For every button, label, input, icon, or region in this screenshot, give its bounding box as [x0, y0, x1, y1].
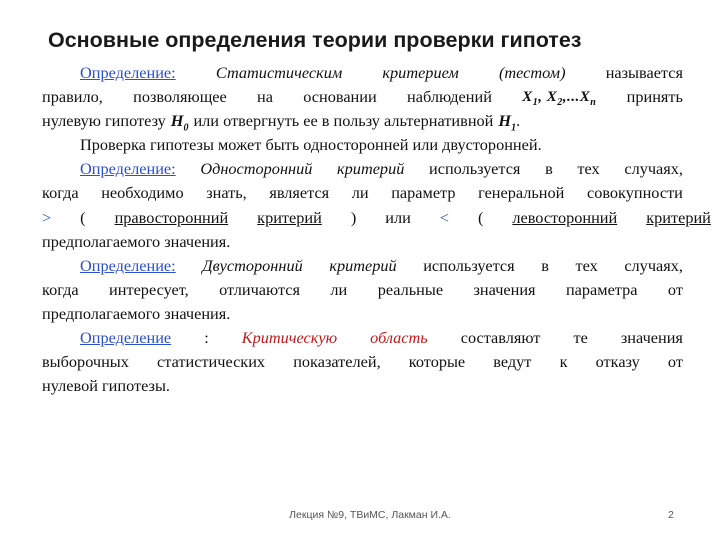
p3-text-word: когда [42, 183, 79, 203]
p1-line-2 [42, 85, 683, 109]
alternative-hypothesis-symbol: $H_1$ [498, 111, 517, 134]
p4-text-word: значения [473, 279, 536, 299]
p2-text: Проверка гипотезы может быть односторонней или двусторонней. [80, 135, 542, 155]
less-than-sign: < [439, 207, 449, 227]
slide-title: Основные определения теории проверки гипотез [48, 28, 582, 52]
p5-text: нулевой гипотезы. [42, 376, 170, 396]
p3-term-word: Односторонний [200, 159, 313, 179]
right-sided-criterion-word: критерий [257, 207, 322, 227]
p5-definition-label: Определение [80, 328, 172, 348]
p5-text-word: составляют [460, 328, 541, 348]
p3-text-word: генеральной [478, 183, 565, 203]
p5-text-word: к [559, 352, 568, 372]
p1-text-word: позволяющее [133, 87, 227, 107]
p3-line-4 [42, 230, 683, 254]
p5-text-word: показателей, [293, 352, 381, 372]
p5-term-word: Критическую [241, 328, 338, 348]
right-sided-criterion-word: правосторонний [114, 207, 229, 227]
p3-text-word: случаях, [624, 159, 683, 179]
p1-text-word: наблюдений [407, 87, 492, 107]
or-text: или [385, 207, 411, 227]
p4-definition-label: Определение: [80, 255, 176, 275]
p4-line-3 [42, 302, 683, 326]
slide-body [42, 61, 711, 398]
p5-text-word: от [667, 352, 683, 372]
p4-text-word: отличаются [219, 279, 300, 299]
p4-text-word: параметра [565, 279, 638, 299]
p3-line-2 [42, 181, 683, 205]
p4-term-word: критерий [329, 255, 397, 275]
p3-text-word: в [545, 159, 553, 179]
paren-open: ( [477, 207, 484, 227]
p1-text: нулевую гипотезу [42, 111, 166, 131]
p1-line-1 [42, 61, 683, 85]
p4-text-word: реальные [377, 279, 444, 299]
p1-text: принять [626, 87, 683, 107]
p4-text-word: интересует, [109, 279, 189, 299]
left-sided-criterion-word: критерий [646, 207, 711, 227]
p4-text-word: используется [423, 255, 515, 275]
p3-text-word: используется [429, 159, 521, 179]
p5-text-word: значения [620, 328, 683, 348]
p4-text: предполагаемого значения. [42, 303, 231, 323]
p1-text-word: правило, [42, 87, 103, 107]
p5-text-word: ведут [493, 352, 532, 372]
null-hypothesis-symbol: $H_0$ [170, 111, 189, 134]
p1-text: или отвергнуть ее в пользу альтернативной [193, 111, 494, 131]
paren-open: ( [80, 207, 86, 227]
footer-lecture-info: Лекция №9, ТВиМС, Лакман И.А. [289, 509, 451, 521]
p5-colon: : [204, 328, 209, 348]
p3-text-word: знать, [206, 183, 247, 203]
p1-term-word: Статистическим [215, 63, 343, 82]
p1-term-word: (тестом) [498, 63, 566, 82]
p5-text-word: статистических [157, 352, 266, 372]
p2-line-1 [42, 133, 683, 157]
p4-line-2 [42, 278, 683, 302]
p1-text-word: на [256, 87, 273, 107]
p5-term-word: область [370, 328, 428, 348]
p4-term-word: Двусторонний [202, 255, 303, 275]
p3-text-word: параметр [391, 183, 456, 203]
p1-definition-label: Определение: [80, 63, 176, 82]
page-number: 2 [668, 509, 674, 521]
p1-text-word: основании [303, 87, 377, 107]
p4-text-word: в [541, 255, 549, 275]
p3-definition-label: Определение: [80, 159, 176, 179]
p3-text-word: ли [351, 183, 369, 203]
p4-text-word: случаях, [624, 255, 683, 275]
p5-text-word: отказу [595, 352, 640, 372]
p3-line-1 [42, 157, 683, 181]
p3-text-word: совокупности [586, 183, 683, 203]
p5-line-1 [42, 326, 683, 350]
p4-text-word: от [667, 279, 683, 299]
p1-observations-formula: $X_1$, $X_2,...X_n$ [522, 89, 597, 109]
p3-text-word: тех [577, 159, 600, 179]
p3-text-word: является [269, 183, 330, 203]
p1-period: . [516, 111, 521, 131]
p5-line-3 [42, 374, 683, 398]
greater-than-sign: > [42, 207, 52, 227]
p3-text: предполагаемого значения. [42, 231, 231, 251]
p3-line-3 [42, 206, 711, 230]
p4-text-word: ли [330, 279, 348, 299]
left-sided-criterion-word: левосторонний [512, 207, 618, 227]
p4-text-word: когда [42, 279, 79, 299]
p1-line-3 [42, 109, 683, 133]
p1-text: называется [605, 63, 683, 82]
paren-close: ) [350, 207, 357, 227]
p3-text-word: необходимо [101, 183, 184, 203]
p3-term-word: критерий [337, 159, 405, 179]
p5-text-word: те [573, 328, 588, 348]
p5-text-word: которые [408, 352, 466, 372]
p4-text-word: тех [575, 255, 598, 275]
p4-line-1 [42, 254, 683, 278]
p1-term-word: критерием [382, 63, 459, 82]
p5-line-2 [42, 350, 683, 374]
p5-text-word: выборочных [42, 352, 129, 372]
